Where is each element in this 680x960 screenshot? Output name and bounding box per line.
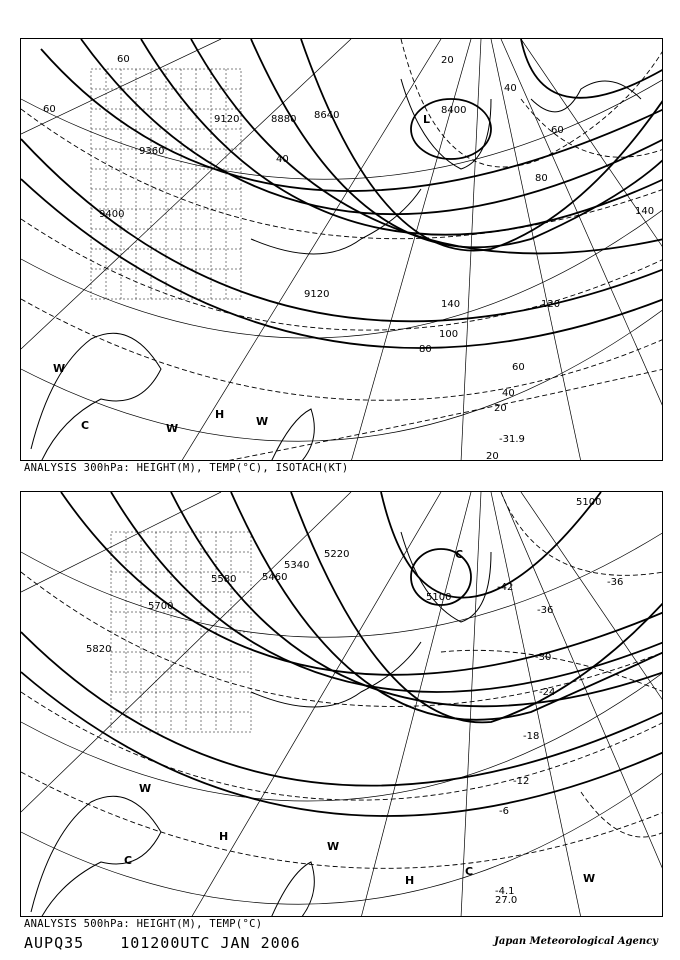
isotach-label: 140 — [635, 206, 655, 217]
height-label: 5340 — [284, 560, 310, 571]
height-label: 9120 — [304, 289, 330, 300]
isotach-label: 80 — [535, 173, 548, 184]
agency-credit: Japan Meteorological Agency — [494, 936, 658, 947]
caption-500hpa: ANALYSIS 500hPa: HEIGHT(M), TEMP(°C) — [24, 918, 263, 930]
height-label: 8640 — [314, 110, 340, 121]
isotach-label: 40 — [276, 154, 289, 165]
warm-center-marker: W — [139, 782, 152, 795]
height-contours — [21, 492, 663, 816]
cold-center-marker: C — [81, 419, 90, 432]
hatched-region — [111, 532, 251, 732]
station-value-label: 27.0 — [495, 895, 518, 906]
map-500hpa-graphics — [21, 492, 663, 917]
isotach-label: 60 — [43, 104, 56, 115]
height-label: 5580 — [211, 574, 237, 585]
isotherm-label: -42 — [497, 582, 514, 593]
isotach-contours — [21, 39, 663, 461]
isotherm-label: -18 — [523, 731, 540, 742]
isotherm-label: -36 — [607, 577, 624, 588]
isotach-label: 60 — [512, 362, 525, 373]
isotach-label: 100 — [439, 329, 459, 340]
cold-center-marker: C — [465, 865, 474, 878]
isotach-label: 60 — [117, 54, 130, 65]
height-label: 9400 — [99, 209, 125, 220]
station-value-label: -31.9 — [499, 434, 525, 445]
isotherm-label: -30 — [535, 652, 552, 663]
isotherm-label: -12 — [513, 776, 530, 787]
station-value-label: -4.1 — [495, 886, 515, 897]
isotach-label: 40 — [504, 83, 517, 94]
isotach-label: 20 — [486, 451, 499, 462]
height-label: 5100 — [576, 497, 602, 508]
isotach-label: 140 — [441, 299, 461, 310]
coastlines — [31, 532, 491, 917]
chart-identifier — [24, 934, 301, 952]
product-code: AUPQ35 — [24, 934, 85, 952]
warm-center-marker: W — [53, 362, 66, 375]
height-contours — [21, 39, 663, 348]
height-label: 8400 — [441, 105, 467, 116]
cold-center-marker: C — [124, 854, 133, 867]
low-center-marker: L — [423, 113, 431, 126]
height-label: 8880 — [271, 114, 297, 125]
height-label: 5820 — [86, 644, 112, 655]
isotherm-label: -36 — [537, 605, 554, 616]
height-label: 5700 — [148, 601, 174, 612]
hatched-region — [91, 69, 241, 299]
month-year: JAN 2006 — [220, 934, 301, 952]
height-label: 5460 — [262, 572, 288, 583]
analysis-300hpa-map — [20, 38, 663, 461]
map-300hpa-graphics — [21, 39, 663, 461]
analysis-500hpa-map — [20, 491, 663, 917]
graticule-lines — [21, 39, 663, 461]
warm-center-marker: W — [166, 422, 179, 435]
high-center-marker: H — [215, 408, 225, 421]
datetime-id: 101200UTC — [120, 934, 211, 952]
height-label: 5100 — [426, 592, 452, 603]
warm-center-marker: W — [256, 415, 269, 428]
isotach-label: 80 — [419, 344, 432, 355]
coastlines — [31, 79, 641, 461]
isotach-label: 40 — [502, 388, 515, 399]
height-label: 9120 — [214, 114, 240, 125]
isotach-label: 20 — [494, 403, 507, 414]
high-center-marker: H — [405, 874, 415, 887]
isotach-label: 60 — [551, 125, 564, 136]
isotherm-label: -24 — [539, 687, 556, 698]
warm-center-marker: W — [583, 872, 596, 885]
height-label: 9360 — [139, 146, 165, 157]
isotherm-label: -6 — [499, 806, 509, 817]
cold-center-marker: C — [455, 548, 464, 561]
isotach-label: 120 — [541, 299, 561, 310]
height-label: 5220 — [324, 549, 350, 560]
high-center-marker: H — [219, 830, 229, 843]
isotach-label: 20 — [441, 55, 454, 66]
warm-center-marker: W — [327, 840, 340, 853]
caption-300hpa: ANALYSIS 300hPa: HEIGHT(M), TEMP(°C), ISOTACH(KT) — [24, 462, 349, 474]
